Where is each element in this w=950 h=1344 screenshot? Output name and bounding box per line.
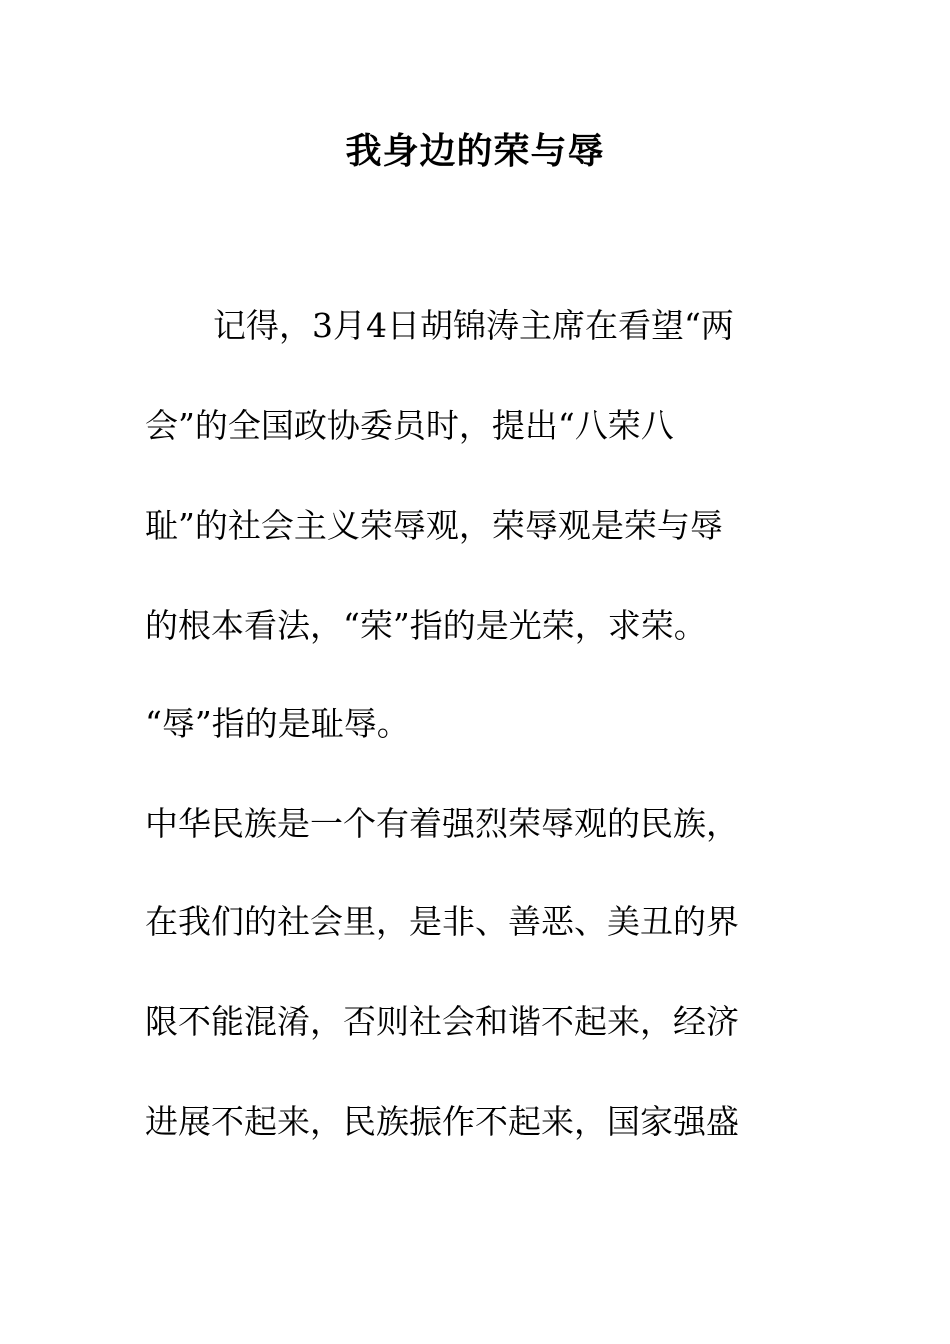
- body-line-5: “辱”指的是耻辱。: [145, 704, 410, 743]
- body-line-7: 在我们的社会里，是非、善恶、美丑的界: [145, 902, 739, 941]
- body-line-2: 会”的全国政协委员时，提出“八荣八: [145, 406, 674, 445]
- body-line-3: 耻”的社会主义荣辱观，荣辱观是荣与辱: [145, 506, 723, 545]
- document-title: 我身边的荣与辱: [345, 131, 605, 172]
- body-line-4: 的根本看法，“荣”指的是光荣，求荣。: [145, 606, 707, 645]
- body-line-9: 进展不起来，民族振作不起来，国家强盛: [145, 1102, 739, 1141]
- body-line-8: 限不能混淆，否则社会和谐不起来，经济: [145, 1002, 739, 1041]
- body-line-1: 记得，3月4日胡锦涛主席在看望“两: [213, 306, 734, 345]
- body-line-6: 中华民族是一个有着强烈荣辱观的民族，: [145, 804, 739, 843]
